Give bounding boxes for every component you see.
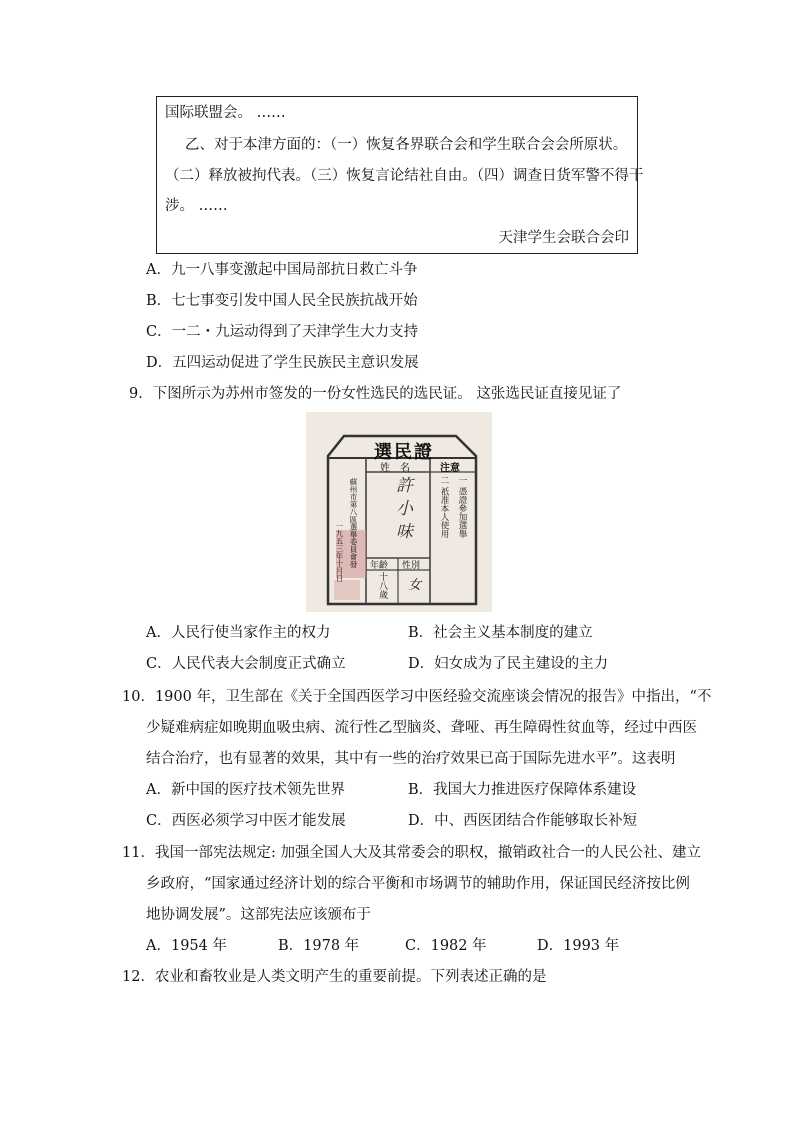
q11-option-d[interactable]: D．1993 年 [537,938,620,954]
q10-option-d[interactable]: D．中、西医团结合作能够取长补短 [408,813,638,829]
certificate-age-header: 年齡 [370,561,389,571]
certificate-note-1: 一 憑證參加選舉 [457,476,467,539]
q10-stem-line-3: 结合治疗，也有显著的效果，其中有一些的治疗效果已高于国际先进水平”。这表明 [146,751,676,767]
voter-certificate-image [306,412,492,612]
q11-stem-line-3: 地协调发展”。这部宪法应该颁布于 [146,907,371,923]
certificate-notes-header: 注意 [440,463,460,474]
q10-option-a[interactable]: A．新中国的医疗技术领先世界 [146,782,345,798]
q10-option-c[interactable]: C．西医必须学习中医才能发展 [146,813,346,829]
quote-line-4: 涉。 …… [165,198,228,214]
q8-option-d[interactable]: D．五四运动促进了学生民族民主意识发展 [146,355,419,371]
certificate-age-value: 十八歲 [377,572,387,599]
q9-option-a[interactable]: A．人民行使当家作主的权力 [146,625,331,641]
q10-option-b[interactable]: B．我国大力推进医疗保障体系建设 [408,782,637,798]
certificate-note-2: 二 祇准本人使用 [439,476,449,539]
certificate-sex-header: 性別 [402,561,421,571]
quote-line-1: 国际联盟会。 …… [165,105,286,121]
certificate-title: 選民證 [374,442,434,463]
q10-stem-line-1: 10．1900 年，卫生部在《关于全国西医学习中医经验交流座谈会情况的报告》中指出，“不 [122,689,712,705]
quote-line-2: 乙、对于本津方面的：（一）恢复各界联合会和学生联合会会所原状。 [185,137,628,153]
q9-stem: 9．下图所示为苏州市签发的一份女性选民的选民证。 这张选民证直接见证了 [129,386,622,402]
q11-option-b[interactable]: B．1978 年 [278,938,360,954]
q12-stem: 12．农业和畜牧业是人类文明产生的重要前提。下列表述正确的是 [122,969,547,985]
q9-option-d[interactable]: D．妇女成为了民主建设的主力 [408,656,609,672]
q11-option-a[interactable]: A．1954 年 [146,938,227,954]
certificate-issuer: 蘇州市第八區選舉委員會發 [349,478,358,568]
certificate-sex-value: 女 [408,578,422,593]
certificate-date: 一九五三年十月日 [335,522,344,582]
q11-stem-line-1: 11．我国一部宪法规定: 加强全国人大及其常委会的职权，撤销政社合一的人民公社、建立 [122,845,701,861]
q8-option-a[interactable]: A．九一八事变激起中国局部抗日救亡斗争 [146,262,418,278]
certificate-name-header: 姓 名 [380,463,410,474]
quote-signature: 天津学生会联合会印 [498,230,629,246]
q10-stem-line-2: 少疑难病症如晚期血吸虫病、流行性乙型脑炎、聋哑、再生障碍性贫血等，经过中西医 [146,720,697,736]
quote-box [156,96,644,254]
q9-option-b[interactable]: B．社会主义基本制度的建立 [408,625,593,641]
certificate-name-value: 許小味 [392,476,412,545]
q9-option-c[interactable]: C．人民代表大会制度正式确立 [146,656,346,672]
quote-line-3: （二）释放被拘代表。（三）恢复言论结社自由。（四）调查日货军警不得干 [165,168,644,184]
q11-option-c[interactable]: C．1982 年 [405,938,487,954]
q8-option-b[interactable]: B．七七事变引发中国人民全民族抗战开始 [146,293,418,309]
q11-stem-line-2: 乡政府，“国家通过经济计划的综合平衡和市场调节的辅助作用，保证国民经济按比例 [146,876,690,892]
q8-option-c[interactable]: C．一二・九运动得到了天津学生大力支持 [146,324,419,340]
